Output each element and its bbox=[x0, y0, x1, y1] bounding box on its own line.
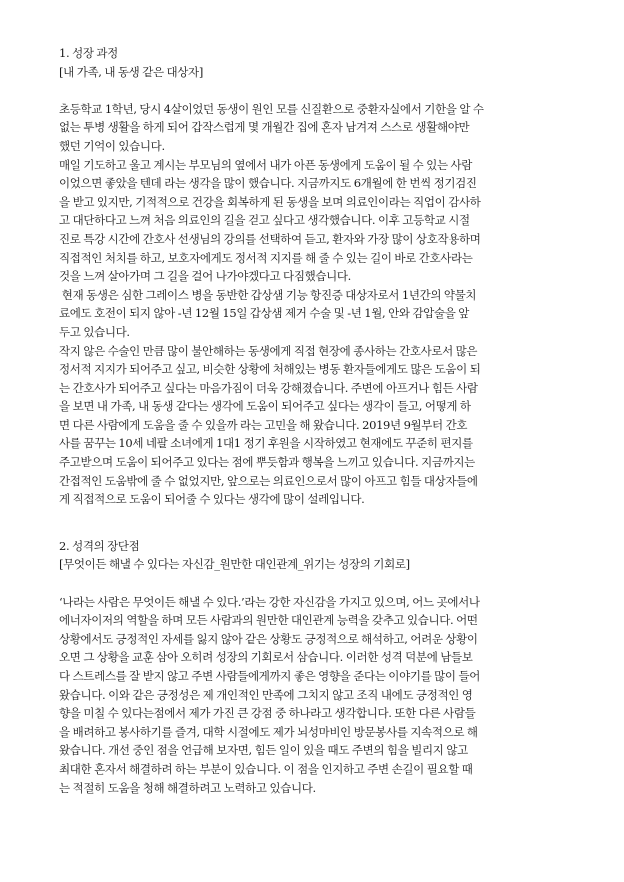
text-line: 고 대단하다고 느껴 처음 의료인의 길을 걷고 싶다고 생각했습니다. 이후 고등학교 시절 bbox=[59, 213, 470, 228]
text-line: ‘나라는 사람은 무엇이든 해낼 수 있다.’라는 강한 자신감을 가지고 있으며, 어느 곳에서나 bbox=[59, 594, 480, 609]
text-line: 왔습니다. 이와 같은 긍정성은 제 개인적인 만족에 그치지 않고 조직 내에도 긍정적인 영 bbox=[59, 687, 473, 702]
text-line: 왔습니다. 개선 중인 점을 언급해 보자면, 힘든 일이 있을 때도 주변의 힘을 빌리지 않고 bbox=[59, 743, 468, 758]
text-line: 주고받으며 도움이 되어주고 있다는 점에 뿌듯함과 행복을 느끼고 있습니다. 지금까지는 bbox=[59, 455, 475, 470]
spacer bbox=[59, 81, 574, 100]
text-line: 진로 특강 시간에 간호사 선생님의 강의를 선택하여 듣고, 환자와 가장 많이 상호작용하며 bbox=[59, 231, 481, 246]
text-line: 을 배려하고 봉사하기를 즐겨, 대학 시절에도 제가 뇌성마비인 방문봉사를 지속적으로 해 bbox=[59, 724, 478, 739]
text-line: 는 간호사가 되어주고 싶다는 마음가짐이 더욱 강해졌습니다. 주변에 아프거나 힘든 사람 bbox=[59, 380, 478, 395]
document-page bbox=[59, 44, 574, 797]
text-line: 정서적 지지가 되어주고 싶고, 비슷한 상황에 처해있는 병동 환자들에게도 많은 도움이 되 bbox=[59, 362, 481, 377]
text-line: 없는 투병 생활을 하게 되어 갑작스럽게 몇 개월간 집에 혼자 남겨져 스스로 생활해야만 bbox=[59, 120, 470, 135]
text-line: 향을 미칠 수 있다는점에서 제가 가진 큰 강점 중 하나라고 생각합니다. 또한 다른 사람들 bbox=[59, 706, 476, 721]
section-2-body bbox=[59, 593, 574, 798]
spacer bbox=[59, 574, 574, 593]
text-line: 간접적인 도움밖에 줄 수 없었지만, 앞으로는 의료인으로서 많이 아프고 힘들 대상자들에 bbox=[59, 473, 478, 488]
text-line: 상황에서도 긍정적인 자세를 잃지 않아 같은 상황도 긍정적으로 해석하고, 어려운 상황이 bbox=[59, 631, 478, 646]
section-1-subheading: [내 가족, 내 동생 같은 대상자] bbox=[59, 64, 203, 79]
text-line: 직접적인 처치를 하고, 보호자에게도 정서적 지지를 해 줄 수 있는 길이 바로 간호사라는 bbox=[59, 250, 473, 265]
text-line: 에너자이저의 역할을 하며 모든 사람과의 원만한 대인관계 능력을 갖추고 있습니다. 어떤 bbox=[59, 613, 478, 628]
text-line: 이었으면 좋았을 텐데 라는 생각을 많이 했습니다. 지금까지도 6개월에 한 번씩 정기검진 bbox=[59, 176, 477, 191]
section-1-body bbox=[59, 100, 574, 509]
text-line: 료에도 호전이 되지 않아 -년 12월 15일 갑상샘 제거 수술 및 -년 1월, 안와 감압술을 앞 bbox=[59, 306, 470, 321]
text-line: 했던 기억이 있습니다. bbox=[59, 138, 165, 153]
text-line: 초등학교 1학년, 당시 4살이었던 동생이 원인 모를 신질환으로 중환자실에서 기한을 알 수 bbox=[59, 101, 484, 116]
text-line: 오면 그 상황을 교훈 삼아 오히려 성장의 기회로서 삼습니다. 이러한 성격 덕분에 남들보 bbox=[59, 650, 473, 665]
text-line: 두고 있습니다. bbox=[59, 324, 130, 339]
text-line: 을 보면 내 가족, 내 동생 같다는 생각에 도움이 되어주고 싶다는 생각이 들고, 어떻게 하 bbox=[59, 399, 471, 414]
text-line: 다 스트레스를 잘 받지 않고 주변 사람들에게까지 좋은 영향을 준다는 이야기를 많이 들어 bbox=[59, 669, 480, 683]
text-line: 사를 꿈꾸는 10세 네팔 소녀에게 1대1 정기 후원을 시작하였고 현재에도 꾸준히 편지를 bbox=[59, 436, 473, 451]
text-line: 을 받고 있지만, 기적적으로 건강을 회복하게 된 동생을 보며 의료인이라는 직업이 감사하 bbox=[59, 194, 481, 209]
text-line: 는 적절히 도움을 청해 해결하려고 노력하고 있습니다. bbox=[59, 780, 316, 795]
section-2-subheading: [무엇이든 해낼 수 있다는 자신감_원만한 대인관계_위기는 성장의 기회로] bbox=[59, 557, 410, 572]
spacer bbox=[59, 509, 574, 537]
text-line: 최대한 혼자서 해결하려 하는 부분이 있습니다. 이 점을 인지하고 주변 손길이 필요할 때 bbox=[59, 761, 473, 776]
text-line: 게 직접적으로 도움이 되어줄 수 있다는 생각에 많이 설레입니다. bbox=[59, 492, 365, 507]
text-line: 면 다른 사람에게 도움을 줄 수 있을까 라는 고민을 해 왔습니다. 2019년 9월부터 간호 bbox=[59, 417, 468, 432]
section-1-heading: 1. 성장 과정 bbox=[59, 46, 118, 60]
text-line: 것을 느껴 살아가며 그 길을 걸어 나가야겠다고 다짐했습니다. bbox=[59, 269, 351, 284]
section-2-heading: 2. 성격의 장단점 bbox=[59, 538, 140, 553]
text-line: 현재 동생은 심한 그레이스 병을 동반한 갑상샘 기능 항진증 대상자로서 1년간의 약물치 bbox=[59, 287, 477, 302]
text-line: 매일 기도하고 울고 계시는 부모님의 옆에서 내가 아픈 동생에게 도움이 될 수 있는 사람 bbox=[59, 157, 473, 172]
text-line: 작지 않은 수술인 만큼 많이 불안해하는 동생에게 직접 현장에 종사하는 간호사로서 많은 bbox=[59, 343, 478, 358]
